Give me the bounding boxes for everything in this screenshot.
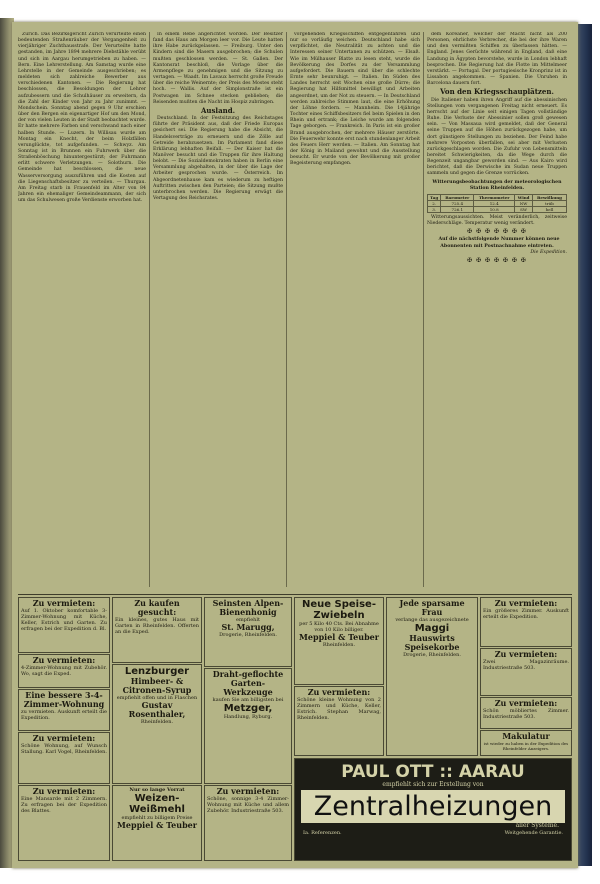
section-heading-kriegsschauplaetze: Von den Kriegsschauplätzen. bbox=[440, 87, 554, 97]
column-2 bbox=[153, 32, 283, 582]
ad-location: Handlung, Ryburg. bbox=[223, 714, 273, 720]
column-rule bbox=[149, 32, 150, 587]
ad-text: empfiehlt sich zur Erstellung von bbox=[382, 781, 484, 788]
ad-makulatur bbox=[480, 730, 572, 756]
ad-title: Jede sparsame Frau bbox=[399, 598, 465, 617]
column-4 bbox=[427, 32, 567, 584]
ad-text: Eine Mansarde mit 2 Zimmern. Zu erfragen bei der Expedition des Blattes. bbox=[21, 796, 107, 814]
ad-text: verlange das ausgezeichnete bbox=[395, 617, 469, 623]
ad-location: Rheinfelden. bbox=[140, 719, 174, 725]
ad-shop: St. Marugg, bbox=[221, 622, 275, 632]
ad-location: Drogerie, Rheinfelden. bbox=[219, 632, 277, 638]
news-text: Die Italiener haben ihren Angriff auf die abessinischen Stellungen vom vergangenen Freitag nicht erneuert. Es herrscht auf der Linie seit einigen Tagen vollständige Ruhe. Die Verluste der Abessinier sollen groß gewesen sein. — Von Massaua wird gemeldet, daß der General seine Truppen auf die Höhen zurückgezogen habe, um dort günstigere Stellungen zu beziehen. Der Feind habe mehrere Vorposten überfallen, sei aber mit Verlusten zurückgeschlagen worden. Die Zufuhr von Lebensmitteln bereitet Schwierigkeiten, da die Wege durch die Regenzeit ungangbar geworden sind. — Aus Kairo wird berichtet, daß die Derwische im Sudan neue Truppen sammeln und gegen die Grenze vorrücken. bbox=[427, 97, 567, 177]
ad-brand: Maggi bbox=[414, 623, 450, 634]
book-spine-right bbox=[578, 24, 592, 866]
ad-text: Schön möbliertes Zimmer. Industriestraße 503. bbox=[483, 708, 569, 720]
ad-title: Zu vermieten: bbox=[32, 786, 96, 796]
column-3 bbox=[290, 32, 420, 582]
ad-location: Drogerie, Rheinfelden. bbox=[403, 652, 461, 658]
ad-title: Seinsten Alpen-Bienenhonig bbox=[212, 598, 284, 617]
ad-text: empfiehlt offen und in Flaschen bbox=[116, 695, 198, 701]
column-rule bbox=[286, 32, 287, 587]
ad-text: Zwei Magazinräume. Industriestraße 503. bbox=[483, 659, 569, 671]
news-text: Zürich. Das Bezirksgericht Zürich verurteilte einen bedeutenden Straßenräuber der Vergangenheit zu vierjähriger Zuchthausstrafe. Der Verurteilte hatte gestanden, im Jahre 1894 mehrere Diebstähle verübt und sich im Aargau herumgetrieben zu haben. — Bern. Eine Lehrerstellung. Am Samstag wurde eine Lehrstelle in der Gemeinde ausgeschrieben; es meldeten sich zahlreiche Bewerber aus verschiedenen Kantonen. — Die Regierung hat beschlossen, die Besoldungen der Lehrer aufzubessern und die Schulhäuser zu erweitern, da die Zahl der Kinder von Jahr zu Jahr zunimmt. — Mondschein. Sonntag abend gegen 9 Uhr erschien über den Bergen ein eigenartiger Hof um den Mond, der von vielen Leuten in der Stadt beobachtet wurde. Er hatte mehrere Farben und verschwand nach einer halben Stunde. — Luzern. In Willisau wurde am Montag ein Knecht, der beim Holzfällen verunglückte, tot aufgefunden. — Schwyz. Am Sonntag ist in Brunnen ein Fuhrwerk über die Straßenböschung hinuntergestürzt; der Fuhrmann erlitt schwere Verletzungen. — Solothurn. Die Gemeinde hat beschlossen, die neue Wasserversorgung auszuführen und die Kosten auf die Liegenschaftsbesitzer zu verteilen. — Thurgau. Am Freitag starb in Frauenfeld im Alter von 84 Jahren ein ehemaliger Gemeindeammann, der sich um das Schulwesen große Verdienste erworben hat. bbox=[18, 32, 146, 204]
ad-headline: Zentralheizungen bbox=[301, 790, 565, 823]
ad-subtitle: Garten-Werkzeuge bbox=[223, 678, 273, 697]
ad-text: Schöne kleine Wohnung von 2 Zimmern und Küche, Keller, Estrich. Stephan Marwag, Rheinfelden. bbox=[297, 697, 381, 721]
ad-apartment bbox=[18, 785, 110, 861]
ad-company-name: PAUL OTT :: AARAU bbox=[341, 762, 525, 782]
news-text: dem Koreaner, welcher der Macht nicht als 200 Personen, ehrlichste Verbrecher, die bei der ihre Waren und den vermißten Schiffen zu überlassen hätten. — England. Jenes Gerüchte während in England, daß eine Landung in Ägypten bevorstehe, wurde in London lebhaft besprochen. Die Regierung hat die Flotte im Mittelmeer verstärkt. — Portugal. Der portugiesische Kronprinz ist in Lissabon angekommen. — Spanien. Die Unruhen in Barcelona dauern fort. bbox=[427, 32, 567, 87]
ad-title: Lenzburger bbox=[124, 666, 190, 677]
ad-text: Ein kleines, gutes Haus mit Garten in Rheinfelden. Offerten an die Exped. bbox=[115, 617, 199, 635]
weather-header: Thermometer bbox=[474, 194, 515, 200]
ad-location: Rheinfelden. bbox=[322, 642, 356, 648]
column-rule bbox=[423, 32, 424, 587]
ad-shop: Gustav Rosenthaler, bbox=[128, 700, 186, 719]
ad-shop: Meppiel & Teuber bbox=[117, 820, 197, 830]
ad-apartment bbox=[204, 785, 292, 861]
column-1 bbox=[18, 32, 146, 582]
weather-header: Tag bbox=[428, 194, 441, 200]
ad-room bbox=[480, 697, 572, 729]
ad-maggi bbox=[386, 597, 478, 756]
ad-wanted bbox=[112, 597, 202, 663]
ad-text: aller Systeme. bbox=[515, 822, 559, 829]
ad-central-heating bbox=[294, 758, 572, 861]
weather-cell: 10.8 bbox=[474, 206, 515, 212]
ad-title: Zu vermieten: bbox=[32, 598, 96, 608]
table-row bbox=[428, 206, 567, 212]
ad-text: Auf 1. Oktober komfortable 3-Zimmer-Wohnung mit Küche, Keller, Estrich und Garten. Zu erfragen bei der Expedition d. Bl. bbox=[21, 608, 107, 632]
weather-cell: 725.4 bbox=[441, 200, 474, 206]
ad-apartment bbox=[18, 689, 110, 731]
ad-storage bbox=[480, 648, 572, 696]
ad-title: Zu vermieten: bbox=[32, 655, 96, 665]
newspaper-page bbox=[12, 22, 578, 868]
weather-cell: 2. bbox=[428, 200, 441, 206]
ad-room bbox=[480, 597, 572, 647]
weather-title: Witterungsbeobachtungen der meteorologischen Station Rheinfelden. bbox=[432, 179, 562, 191]
ad-subtitle: Himbeer- & Citronen-Syrup bbox=[122, 676, 192, 695]
ad-title: Nur so lange Vorrat bbox=[129, 787, 185, 793]
ad-title: Zu vermieten: bbox=[494, 649, 558, 659]
ad-text: ist wieder zu haben in der Expedition des Rheinfelder Anzeigers. bbox=[483, 741, 569, 751]
ad-warranty: Weitgehende Garantie. bbox=[504, 830, 563, 836]
ad-apartment bbox=[18, 732, 110, 784]
ad-apartment bbox=[18, 654, 110, 688]
ad-title: Zu vermieten: bbox=[307, 687, 371, 697]
ad-title: Zu vermieten: bbox=[494, 598, 558, 608]
ad-references: Ia. Referenzen. bbox=[303, 830, 342, 836]
ad-text: Ein größeres Zimmer. Auskunft erteilt die Expedition. bbox=[483, 608, 569, 620]
weather-cell: 3. bbox=[428, 206, 441, 212]
weather-cell: 12.4 bbox=[474, 200, 515, 206]
ad-text: empfiehlt zu billigem Preise bbox=[121, 815, 193, 821]
ad-text: Schöne Wohnung, auf Wunsch Stallung. Karl Vogel, Rheinfelden. bbox=[21, 743, 107, 755]
ad-honey bbox=[204, 597, 292, 667]
news-text: Deutschland. In der Festsitzung des Reichstages führte der Präsident aus, daß der Friede Europas gesichert sei. Die Regierung habe die Absicht, die Handelsverträge zu erneuern und die Zölle auf Getreide herabzusetzen. Im Parlament fand diese Erklärung lebhaften Beifall. — Der Kaiser hat die Manöver besucht und die Truppen für ihre Haltung belobt. — Die Sozialdemokraten haben in Berlin eine Versammlung abgehalten, in der über die Lage der Arbeiter gesprochen wurde. — Österreich. Im Abgeordnetenhause kam es wiederum zu heftigen Auftritten zwischen den Parteien; die Sitzung mußte unterbrochen werden. Die Regierung erwägt die Vertagung des Reichsrates. bbox=[153, 116, 283, 202]
ad-title: Makulatur bbox=[502, 731, 550, 741]
weather-header: Wind bbox=[515, 194, 533, 200]
ad-apartment bbox=[18, 597, 110, 653]
ad-text: 4-Zimmer-Wohnung mit Zubehör. Wo, sagt die Exped. bbox=[21, 665, 107, 677]
ad-syrup bbox=[112, 664, 202, 784]
ad-text: kaufen Sie am billigsten bei bbox=[212, 697, 284, 703]
ornament-divider: ✠ ✠ ✠ ✠ ✠ ✠ ✠ bbox=[467, 257, 527, 265]
news-text: vorgehenden Kriegsschiffen entgegenfahren und nur so vorläufig weichen. Deutschland habe sich verpflichtet, die Neutralität zu achten und die Interessen seiner Untertanen zu schützen. — Elsaß. Wie im Mülhauser Blatte zu lesen steht, wurde die Bevölkerung des Dorfes zu der Versammlung aufgefordert. Die Bauern sind über die schlechte Ernte sehr beunruhigt. — Italien. Im Süden des Landes herrscht seit Wochen eine große Dürre; die Regierung hat Hilfsmittel bewilligt und Arbeiten angeordnet, um der Not zu steuern. — In Deutschland werden zahlreiche Stimmen laut, die eine Erhöhung der Löhne fordern. — Mannheim. Die 14jährige Tochter eines Schiffsbesitzers fiel beim Spielen in den Rhein und ertrank; die Leiche wurde am folgenden Tage geborgen. — Frankreich. In Paris ist ein großer Brand ausgebrochen, der mehrere Häuser zerstörte. Die Feuerwehr konnte erst nach stundenlanger Arbeit des Feuers Herr werden. — Italien. Am Sonntag hat der König in Mailand gewohnt und die Ausstellung besucht. Er wurde von der Bevölkerung mit großer Begeisterung empfangen. bbox=[290, 32, 420, 167]
advertisement-section bbox=[18, 594, 572, 863]
ad-flour bbox=[112, 785, 202, 861]
weather-header: Barometer bbox=[441, 194, 474, 200]
ad-onions bbox=[294, 597, 384, 685]
ad-shop: Hauswirts Speisekorbe bbox=[404, 633, 460, 652]
weather-cell: hell bbox=[533, 206, 567, 212]
ad-title: Zu vermieten: bbox=[494, 698, 558, 708]
ad-title: Draht-geflochte bbox=[212, 669, 284, 679]
news-text: In einem Rebe angerichtet worden. Der Besitzer fand das Haus am Morgen leer vor. Die Leute hatten ihre Habe zurückgelassen. — Freiburg. Unter den Kindern sind die Masern ausgebrochen; die Schulen mußten geschlossen werden. — St. Gallen. Der Kantonsrat beschloß, die Vorlage über die Armenpflege zu genehmigen und die Sitzung zu vertagen. — Waadt. Im Lavaux herrscht große Freude über die reiche Weinernte; der Preis des Mostes steht hoch. — Wallis. Auf der Simplonstraße ist ein Postwagen im Schnee stecken geblieben; die Reisenden mußten die Nacht im Hospiz zubringen. bbox=[153, 32, 283, 105]
ad-title: Zu vermieten: bbox=[216, 786, 280, 796]
weather-cell: 726.1 bbox=[441, 206, 474, 212]
ornament-divider: ✠ ✠ ✠ ✠ ✠ ✠ ✠ bbox=[467, 228, 527, 236]
weather-cell: SW bbox=[515, 206, 533, 212]
ad-footer bbox=[297, 829, 569, 837]
ad-text: Schöne, sonnige 3-4 Zimmer-Wohnung mit Küche und allem Zubehör. Industriestraße 503. bbox=[207, 796, 289, 814]
ad-garden-tools bbox=[204, 668, 292, 784]
ad-text: empfiehlt bbox=[235, 617, 261, 623]
ad-title: Eine bessere 3-4-Zimmer-Wohnung bbox=[23, 690, 105, 709]
ad-text: per 5 Kilo 40 Cts. Bei Abnahme von 10 Kilo billiger. bbox=[299, 621, 379, 633]
section-heading-ausland: Ausland. bbox=[200, 105, 236, 115]
weather-cell: NW bbox=[515, 200, 533, 206]
ad-shop: Metzger, bbox=[223, 703, 273, 714]
weather-note: Witterungsaussichten. Meist veränderlich, zeitweise Niederschläge. Temperatur wenig verändert. bbox=[427, 214, 567, 227]
weather-cell: trüb bbox=[533, 200, 567, 206]
ad-subtitle: Weizen-Weißmehl bbox=[129, 793, 185, 815]
ad-title: Neue Speise-Zwiebeln bbox=[302, 599, 376, 621]
weather-header: Bewölkung bbox=[533, 194, 567, 200]
weather-table bbox=[427, 194, 567, 213]
ad-title: Zu kaufen gesucht: bbox=[134, 598, 180, 617]
expedition-signature: Die Expedition. bbox=[530, 250, 567, 256]
ad-title: Zu vermieten: bbox=[32, 733, 96, 743]
ad-text: zu vermieten. Auskunft erteilt die Expedition. bbox=[21, 709, 107, 721]
ad-shop: Meppiel & Teuber bbox=[299, 632, 379, 642]
ad-apartment bbox=[294, 686, 384, 756]
notice-text: Auf die nächstfolgende Nummer können neue Abonnenten mit Postnachnahme eintreten. bbox=[438, 237, 560, 249]
